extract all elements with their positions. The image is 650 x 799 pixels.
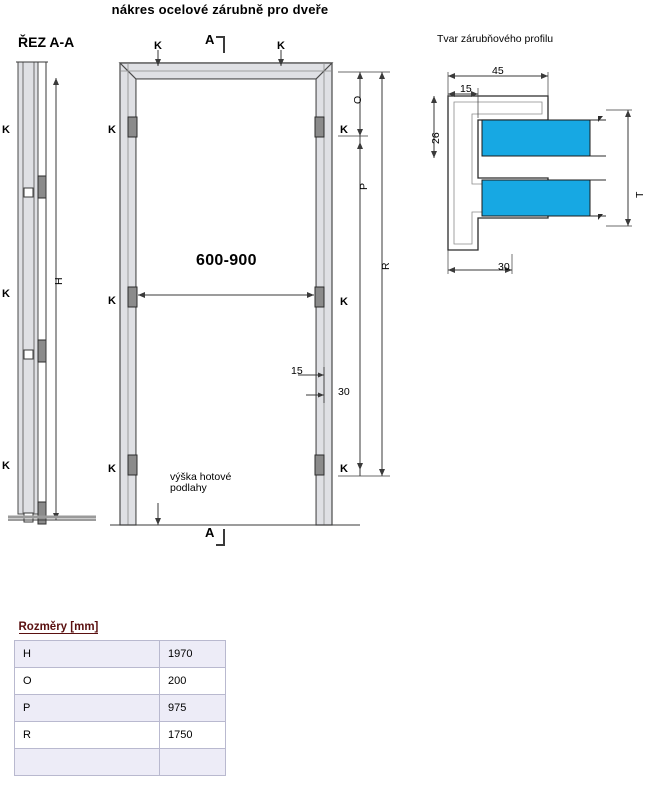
hinge-mark-k-5: K (108, 295, 116, 307)
hinge-mark-k-3: K (2, 460, 10, 472)
table-header-row (15, 614, 226, 641)
finished-floor-note-line1: výška hotové (170, 471, 232, 483)
table-header-cell (15, 614, 226, 641)
profile-detail-drawing (420, 58, 645, 288)
section-marker-top-bar (223, 36, 225, 53)
section-marker-top (205, 34, 214, 47)
dimensions-table (14, 614, 226, 776)
table-cell-key (15, 749, 160, 776)
table-header-label: Rozměry [mm] (18, 621, 99, 633)
top-k-arrows (150, 48, 290, 70)
profile-dim-T: T (634, 191, 646, 198)
table-row (15, 695, 226, 722)
hinge-mark-k-1: K (2, 124, 10, 136)
hinge-mark-k-4: K (108, 124, 116, 136)
profile-dim-45: 45 (492, 65, 504, 77)
dimension-label-R: R (380, 262, 392, 270)
section-marker-bottom (205, 527, 214, 540)
hinge-mark-k-10: K (154, 40, 162, 52)
hinge-mark-k-8: K (340, 296, 348, 308)
dimensions-table-wrap (14, 614, 226, 776)
opening-width-label: 600-900 (196, 252, 257, 269)
table-cell-key: R (15, 722, 160, 749)
profile-detail-svg (420, 58, 645, 288)
table-row (15, 641, 226, 668)
height-label-H: H (53, 277, 65, 285)
table-cell-value: 1750 (160, 722, 226, 749)
section-title-cut-aa: ŘEZ A-A (18, 34, 75, 50)
door-elevation-drawing (110, 55, 360, 535)
right-dimension-chain-svg (338, 60, 394, 530)
page-title: nákres ocelové zárubně pro dveře (111, 2, 329, 17)
right-dimension-chain (338, 60, 394, 530)
section-marker-top-label: A (205, 32, 215, 47)
hinge-mark-k-9: K (340, 463, 348, 475)
finished-floor-note-line2: podlahy (170, 482, 207, 494)
profile-dim-26: 26 (430, 132, 442, 144)
hinge-mark-k-6: K (108, 463, 116, 475)
finished-floor-note (170, 472, 231, 494)
table-cell-value: 975 (160, 695, 226, 722)
table-cell-value: 1970 (160, 641, 226, 668)
table-cell-key: O (15, 668, 160, 695)
cut-aa-drawing (8, 58, 98, 528)
cut-aa-svg (8, 58, 98, 528)
hinge-mark-k-2: K (2, 288, 10, 300)
section-marker-bottom-tick (216, 544, 224, 546)
dimension-label-P: P (358, 182, 370, 190)
profile-dim-15: 15 (460, 83, 472, 95)
hinge-mark-k-7: K (340, 124, 348, 136)
table-cell-key: H (15, 641, 160, 668)
door-elevation-svg (110, 55, 360, 535)
profile-dim-30: 30 (498, 261, 510, 273)
detail-dim-30: 30 (338, 386, 350, 398)
detail-dim-15: 15 (291, 365, 303, 377)
table-row (15, 749, 226, 776)
dimension-label-O: O (352, 95, 364, 104)
section-marker-top-tick (216, 36, 224, 38)
table-cell-value: 200 (160, 668, 226, 695)
hinge-mark-k-top-right: K (277, 40, 285, 52)
section-title-profile-shape: Tvar zárubňového profilu (437, 33, 554, 45)
table-row (15, 668, 226, 695)
section-marker-bottom-label: A (205, 525, 215, 540)
table-row (15, 722, 226, 749)
table-cell-key: P (15, 695, 160, 722)
table-cell-value (160, 749, 226, 776)
